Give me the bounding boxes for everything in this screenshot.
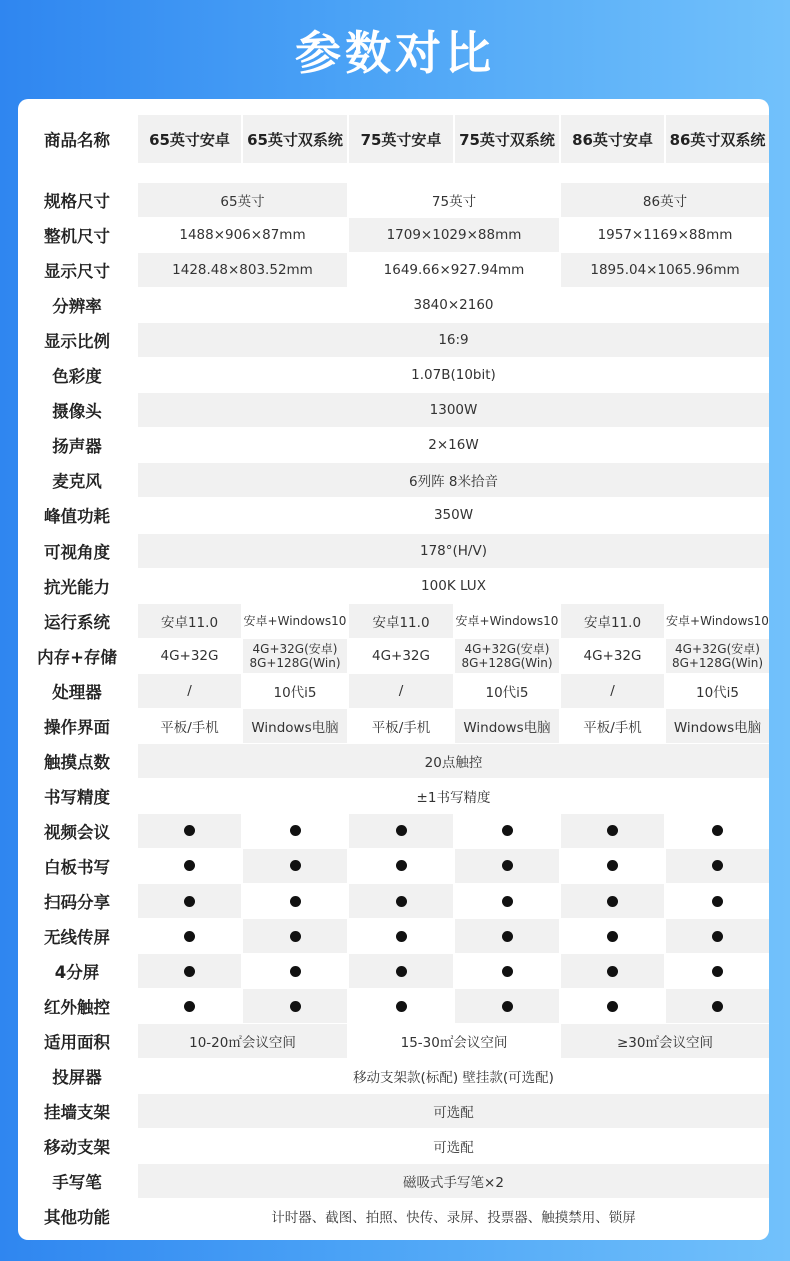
table-row [18,1199,769,1233]
feature-cell [561,954,664,988]
table-row [18,989,769,1023]
row-label: 书写精度 [44,787,110,807]
group-value: 75英寸 [431,194,477,210]
group-value: 1895.04×1065.96mm [561,253,769,287]
feature-cell [349,954,453,988]
table-row [18,218,769,252]
model-value: Windows电脑 [666,709,769,743]
table-row [18,779,769,813]
feature-cell [455,989,559,1023]
feature-cell [349,814,453,848]
supported-dot-icon [396,931,407,942]
feature-cell [349,849,453,883]
model-value: 平板/手机 [371,719,431,736]
group-value: 1709×1029×88mm [349,218,559,252]
table-row [18,463,769,497]
feature-cell [243,954,347,988]
model-value: / [561,674,664,708]
row-label: 扫码分享 [44,893,110,912]
supported-dot-icon [502,1001,513,1012]
row-label: 白板书写 [44,857,110,877]
table-row [18,534,769,568]
model-value: 安卓11.0 [561,604,664,638]
feature-cell [138,814,241,848]
supported-dot-icon [184,860,195,871]
supported-dot-icon [712,1001,723,1012]
supported-dot-icon [502,931,513,942]
row-label: 显示比例 [44,332,110,352]
model-value: Windows电脑 [243,709,347,743]
row-value: 178°(H/V) [138,534,769,568]
table-row [18,358,769,392]
group-value: 1488×906×87mm [179,227,306,243]
group-value: 65英寸 [138,183,347,217]
supported-dot-icon [712,860,723,871]
row-label: 摄像头 [52,402,102,422]
feature-cell [455,814,559,848]
supported-dot-icon [184,931,195,942]
feature-cell [561,814,664,848]
group-value: 1957×1169×88mm [597,227,733,243]
table-row [18,323,769,357]
row-value: 16:9 [138,323,769,357]
feature-cell [243,849,347,883]
value-line: 4G+32G(安卓) [675,641,760,656]
row-value: 2×16W [428,437,479,454]
row-label: 扬声器 [52,437,102,457]
supported-dot-icon [290,860,301,871]
row-value: 1.07B(10bit) [411,367,496,384]
supported-dot-icon [290,896,301,907]
row-label: 适用面积 [44,1033,110,1053]
row-value: 350W [433,507,474,524]
feature-cell [243,919,347,953]
feature-cell [561,849,664,883]
row-value: 100K LUX [421,577,486,594]
model-value: 平板/手机 [160,719,219,736]
row-label: 运行系统 [44,612,110,632]
feature-cell [455,919,559,953]
model-value: 安卓+Windows10 [243,613,347,628]
feature-cell [561,919,664,953]
row-value: 可选配 [433,1140,474,1157]
supported-dot-icon [184,966,195,977]
row-label: 麦克风 [52,472,102,492]
feature-cell [349,919,453,953]
row-label: 4分屏 [54,963,100,983]
row-label: 抗光能力 [44,577,110,597]
model-value: 10代i5 [695,684,740,701]
model-value: 10代i5 [485,684,529,701]
row-label: 触摸点数 [44,752,110,772]
table-row [18,604,769,638]
model-86-android: 86英寸安卓 [561,115,664,163]
feature-cell [138,849,241,883]
row-label: 操作界面 [44,717,110,737]
feature-cell [561,989,664,1023]
row-value: 1300W [138,393,769,427]
supported-dot-icon [712,966,723,977]
feature-cell [349,884,453,918]
table-row [18,744,769,778]
table-row [18,1024,769,1058]
row-value: 20点触控 [138,744,769,778]
table-row [18,393,769,427]
model-value [666,639,769,673]
model-value: Windows电脑 [455,709,559,743]
row-label: 投屏器 [52,1068,102,1088]
row-value: 6列阵 8米拾音 [138,463,769,497]
spec-table [18,99,769,1240]
supported-dot-icon [396,966,407,977]
row-label: 视频会议 [44,822,110,842]
feature-cell [455,884,559,918]
row-label: 内存+存储 [37,647,117,667]
page-title: 参数对比 [295,26,495,80]
model-value: 安卓11.0 [349,604,453,638]
supported-dot-icon [502,825,513,836]
table-row [18,1164,769,1198]
group-value: 1428.48×803.52mm [138,253,347,287]
row-label: 处理器 [52,682,102,702]
table-row [18,288,769,322]
group-value: 10-20㎡会议空间 [138,1024,347,1058]
model-value: / [349,674,453,708]
feature-cell [138,954,241,988]
feature-cell [666,814,769,848]
value-line: 8G+128G(Win) [671,655,764,670]
supported-dot-icon [396,896,407,907]
table-row [18,814,769,848]
value-line: 8G+128G(Win) [249,655,341,670]
model-75-android: 75英寸安卓 [349,115,453,163]
supported-dot-icon [290,966,301,977]
supported-dot-icon [607,825,618,836]
row-label: 移动支架 [44,1138,110,1158]
model-value [455,639,559,673]
value-line: 4G+32G(安卓) [252,641,338,656]
model-value: 10代i5 [273,684,317,701]
supported-dot-icon [184,896,195,907]
table-row [18,919,769,953]
row-label: 可视角度 [44,542,110,562]
model-value: 安卓+Windows10 [666,613,769,628]
group-value: 1649.66×927.94mm [383,262,525,279]
feature-cell [666,919,769,953]
table-row [18,674,769,708]
row-label: 红外触控 [44,998,110,1018]
supported-dot-icon [184,825,195,836]
supported-dot-icon [607,1001,618,1012]
model-65-android: 65英寸安卓 [138,115,241,163]
model-value [561,639,664,673]
row-value: 移动支架款(标配) 壁挂款(可选配) [353,1070,554,1087]
feature-cell [666,954,769,988]
group-value: ≥30㎡会议空间 [561,1024,769,1058]
model-75-dual: 75英寸双系统 [455,115,559,163]
feature-cell [455,849,559,883]
table-row [18,1059,769,1093]
model-value [243,639,347,673]
table-row [18,709,769,743]
row-label: 其他功能 [44,1208,110,1228]
value-line: 4G+32G(安卓) [464,641,550,656]
supported-dot-icon [712,825,723,836]
supported-dot-icon [502,896,513,907]
supported-dot-icon [607,931,618,942]
supported-dot-icon [290,1001,301,1012]
row-value: 可选配 [138,1094,769,1128]
feature-cell [455,954,559,988]
table-row [18,639,769,673]
feature-cell [561,884,664,918]
value-line: 8G+128G(Win) [461,655,553,670]
row-label: 规格尺寸 [44,192,110,211]
header-label: 商品名称 [44,131,110,150]
feature-cell [243,884,347,918]
supported-dot-icon [502,860,513,871]
row-value: 磁吸式手写笔×2 [138,1164,769,1198]
row-label: 整机尺寸 [44,227,110,246]
feature-cell [138,989,241,1023]
row-label: 手写笔 [52,1173,102,1193]
supported-dot-icon [607,896,618,907]
value-line: 4G+32G [160,647,219,664]
feature-cell [138,884,241,918]
row-label: 分辨率 [52,297,102,317]
model-86-dual: 86英寸双系统 [666,115,769,163]
supported-dot-icon [396,860,407,871]
row-label: 峰值功耗 [44,507,110,527]
table-row [18,253,769,287]
feature-cell [666,849,769,883]
value-line: 4G+32G [371,647,430,664]
table-row [18,183,769,217]
supported-dot-icon [396,1001,407,1012]
supported-dot-icon [502,966,513,977]
model-value: 安卓11.0 [138,604,241,638]
table-row [18,1094,769,1128]
supported-dot-icon [607,966,618,977]
supported-dot-icon [607,860,618,871]
row-value: 3840×2160 [413,297,494,314]
supported-dot-icon [290,825,301,836]
row-value: ±1书写精度 [416,789,491,806]
supported-dot-icon [290,931,301,942]
model-value: 安卓+Windows10 [455,613,559,628]
supported-dot-icon [184,1001,195,1012]
feature-cell [666,989,769,1023]
row-label: 挂墙支架 [44,1103,110,1123]
model-value [349,639,453,673]
model-value: 平板/手机 [583,719,642,736]
value-line: 4G+32G [583,647,642,664]
row-label: 无线传屏 [44,928,110,947]
supported-dot-icon [396,825,407,836]
table-row [18,498,769,532]
table-row [18,954,769,988]
feature-cell [243,989,347,1023]
group-value: 86英寸 [561,183,769,217]
group-value: 15-30㎡会议空间 [400,1035,508,1052]
feature-cell [138,919,241,953]
table-row [18,884,769,918]
feature-cell [349,989,453,1023]
table-row [18,569,769,603]
row-label: 色彩度 [52,367,102,387]
table-row [18,849,769,883]
feature-cell [243,814,347,848]
supported-dot-icon [712,896,723,907]
model-value [138,639,241,673]
model-value: / [138,674,241,708]
row-value: 计时器、截图、拍照、快传、录屏、投票器、触摸禁用、锁屏 [271,1210,636,1227]
table-row [18,428,769,462]
table-row [18,1129,769,1163]
table-header [18,115,769,163]
model-65-dual: 65英寸双系统 [243,115,347,163]
row-label: 显示尺寸 [44,262,110,282]
feature-cell [666,884,769,918]
supported-dot-icon [712,931,723,942]
